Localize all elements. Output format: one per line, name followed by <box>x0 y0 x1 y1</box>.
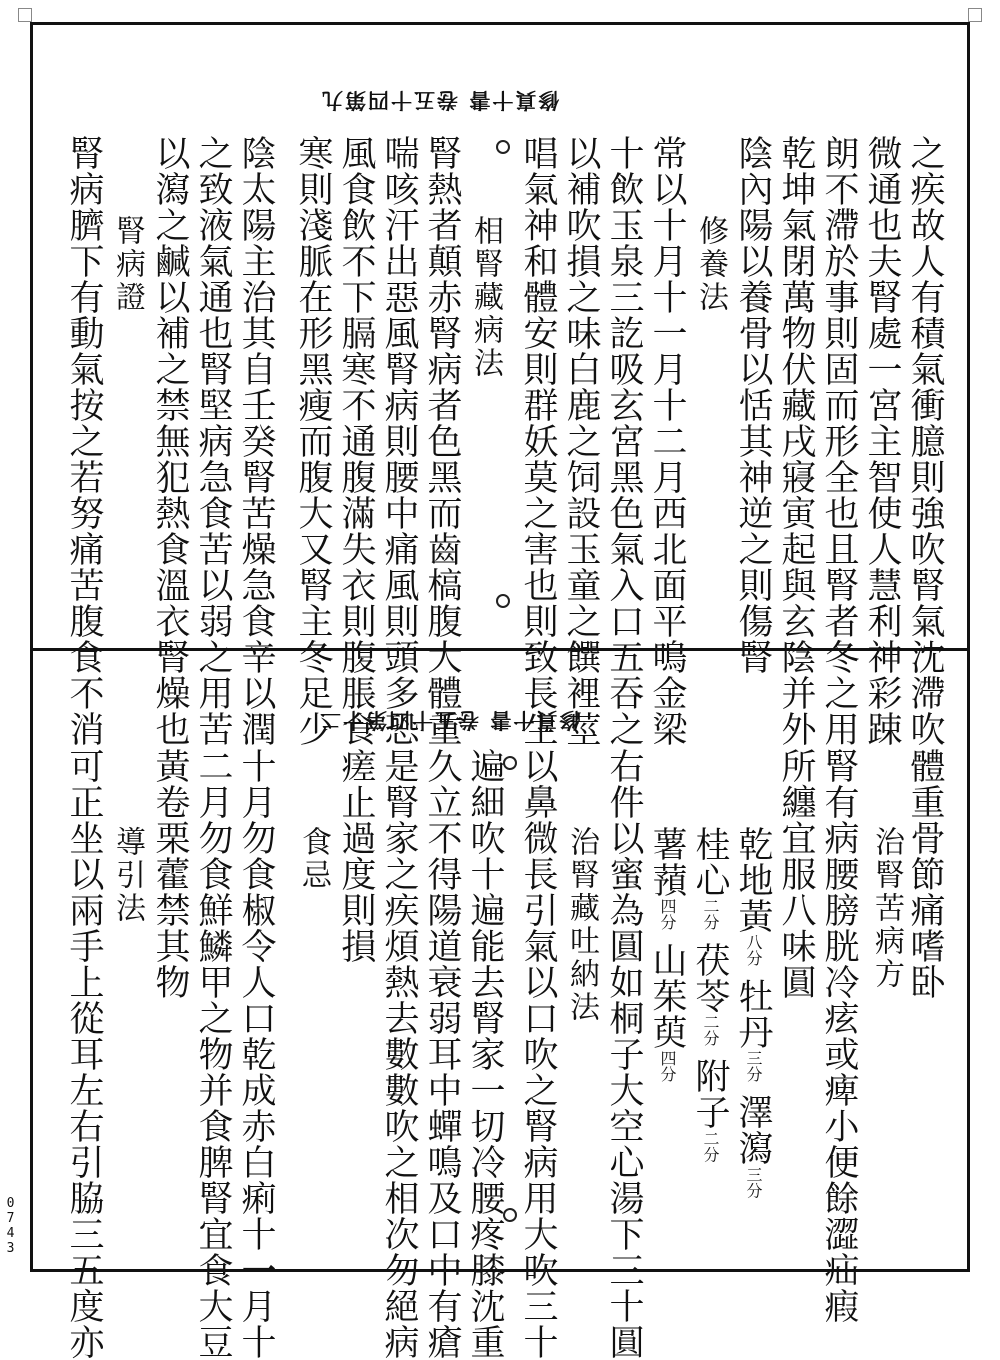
ingredient-dose: 三分 <box>744 1050 763 1083</box>
top-heading-shenbing: 腎病證 <box>110 215 145 314</box>
ingredient-dose: 八分 <box>744 934 763 966</box>
top-col-12: 腎熱者顛赤腎病者色黑而齒槁腹大體重 <box>422 135 462 747</box>
bottom-ingredients-1 <box>733 826 773 1198</box>
corner-mark-left <box>18 8 32 22</box>
ingredient-name: 附子 <box>690 1046 730 1131</box>
top-heading-xiuyang: 修養法 <box>693 215 728 314</box>
ingredient-dose: 二分 <box>701 898 720 930</box>
ingredient-name: 澤瀉 <box>733 1082 773 1167</box>
bottom-heading-tuna: 治腎藏吐納法 <box>564 826 599 1024</box>
ingredient-dose: 四分 <box>658 898 677 930</box>
top-col-3: 朗不滯於事則固而形全也且腎者冬之用 <box>819 135 859 747</box>
top-col-15: 寒則淺脈在形黑瘦而腹大又腎主冬足少 <box>293 135 333 747</box>
top-col-16: 陰太陽主治其自壬癸腎苦燥急食辛以潤 <box>236 135 276 747</box>
ingredient-name: 牡丹 <box>733 966 773 1051</box>
top-col-5: 陰內陽以養骨以恬其神逆之則傷腎 <box>733 135 773 675</box>
top-col-14: 風食飲不下膈寒不通腹滿失衣則腹脹食 <box>336 135 376 747</box>
ingredient-name: 茯苓 <box>690 930 730 1015</box>
page-number: 0743 <box>3 1196 18 1256</box>
bottom-col-20: 可正坐以兩手上從耳左右引脇三五度亦 <box>64 748 104 1360</box>
ingredient-dose: 二分 <box>701 1014 720 1047</box>
bottom-col-3: 腎有病腰膀胱冷痃或痺小便餘澀疝瘕 <box>819 748 859 1324</box>
ingredient-name: 乾地黃 <box>733 826 773 934</box>
bottom-col-10: 以鼻微長引氣以口吹之腎病用大吹三十 <box>518 748 558 1360</box>
ingredient-dose: 四分 <box>658 1050 677 1083</box>
top-running-head: 修真十書 卷五十四第九 <box>320 88 560 113</box>
bottom-col-12: 久立不得陽道衰弱耳中蟬鳴及口中有瘡 <box>422 748 462 1360</box>
top-col-2: 微通也夫腎處一宮主智使人慧利神彩踈 <box>862 135 902 747</box>
circle-mark <box>496 594 510 608</box>
bottom-ingredients-2 <box>690 826 730 1162</box>
top-col-18: 以瀉之鹹以補之禁無犯熱食溫衣腎燥也 <box>150 135 190 747</box>
ingredient-name: 山茱萸 <box>647 930 687 1051</box>
top-col-8: 十飲玉泉三訖吸玄宮黑色氣入口五吞之 <box>604 135 644 747</box>
bottom-col-14: 瘥止過度則損 <box>336 748 376 964</box>
circle-mark <box>496 140 510 154</box>
top-col-17: 之致液氣通也腎堅病急食苦以弱之用苦 <box>193 135 233 747</box>
top-col-13: 喘咳汗出惡風腎病則腰中痛風則頭多恐 <box>379 135 419 747</box>
top-heading-xiangshen: 相腎藏病法 <box>468 215 503 380</box>
ingredient-dose: 二分 <box>701 1130 720 1163</box>
bottom-running-head: 修真十書 卷五十四第十二 <box>318 708 581 733</box>
top-col-4: 乾坤氣閉萬物伏藏戌寢寅起與玄陰并外 <box>776 135 816 747</box>
bottom-heading-shiji: 食忌 <box>296 826 331 892</box>
top-col-1: 之疾故人有積氣衝臆則強吹腎氣沈滯吹 <box>905 135 945 747</box>
top-col-20: 腎病臍下有動氣按之若努痛苦腹食不消 <box>64 135 104 747</box>
bottom-col-4: 所纏宜服八味圓 <box>776 748 816 1000</box>
bottom-col-8: 右件以蜜為圓如桐子大空心湯下三十圓 <box>604 748 644 1360</box>
ingredient-dose: 三分 <box>744 1166 763 1199</box>
bottom-col-18: 黃卷栗藿禁其物 <box>150 748 190 1000</box>
top-col-7: 常以十月十一月十二月西北面平鳴金梁 <box>647 135 687 747</box>
bottom-col-11: 遍細吹十遍能去腎家一切冷腰疼膝沈重 <box>465 748 505 1360</box>
bottom-col-1: 體重骨節痛嗜卧 <box>905 748 945 1000</box>
top-col-9: 以補吹損之味白鹿之饲設玉童之饌裡莖 <box>561 135 601 747</box>
ingredient-name: 薯蕷 <box>647 826 687 898</box>
top-col-10: 唱氣神和體安則群妖莫之害也則致長生 <box>518 135 558 747</box>
bottom-heading-zhishen: 治腎苦病方 <box>869 826 904 991</box>
bottom-col-13: 是腎家之疾煩熱去數數吹之相次勿絕病 <box>379 748 419 1360</box>
ingredient-name: 桂心 <box>690 826 730 898</box>
circle-mark <box>503 1208 517 1222</box>
bottom-ingredients-3 <box>647 826 687 1082</box>
circle-mark <box>503 756 517 770</box>
bottom-col-17: 二月勿食鮮鱗甲之物并食脾腎宜食大豆 <box>193 748 233 1360</box>
corner-mark-right <box>968 8 982 22</box>
bottom-heading-daoyin: 導引法 <box>110 826 145 925</box>
bottom-col-16: 十月勿食椒令人口乾成赤白痢十一月十 <box>236 748 276 1360</box>
